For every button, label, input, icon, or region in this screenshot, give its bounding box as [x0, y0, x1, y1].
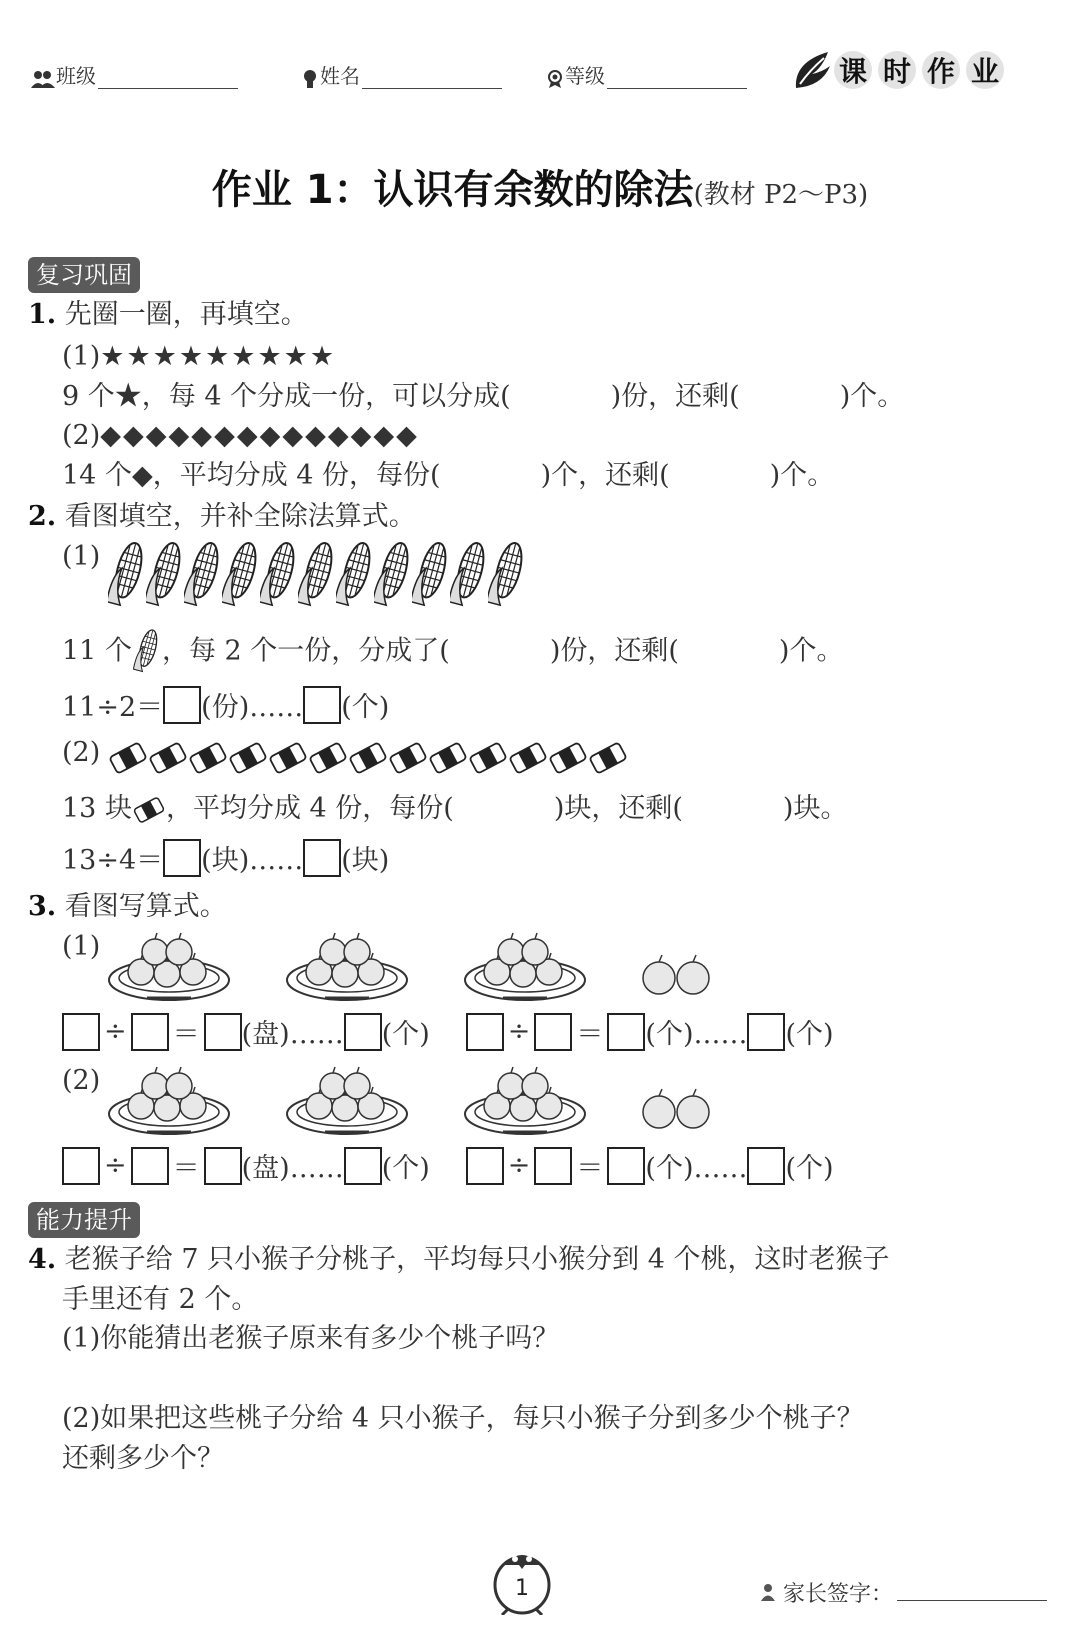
section-tag-ability: 能力提升	[28, 1202, 140, 1238]
corn-icon	[146, 540, 184, 612]
apple	[677, 1096, 709, 1128]
apple	[142, 1073, 168, 1099]
q2-stem-text: 看图填空，并补全除法算式。	[64, 501, 416, 532]
parent-signature	[760, 1577, 1047, 1608]
q1-p2-text	[62, 459, 834, 493]
q2-p2-eq-b: (块)……	[201, 845, 304, 876]
q1-p2-label: (2)	[62, 420, 101, 451]
q1-stem-text: 先圈一圈，再填空。	[64, 299, 308, 330]
answer-box[interactable]	[534, 1147, 572, 1185]
eraser-icon	[308, 738, 348, 778]
answer-box[interactable]	[204, 1147, 242, 1185]
answer-box[interactable]	[163, 686, 201, 724]
q1-number: 1.	[28, 299, 57, 330]
grade-label: 等级	[565, 64, 605, 88]
eraser-icon	[508, 738, 548, 778]
q2-p1-text-a: 11 个	[62, 635, 132, 667]
apple	[344, 1073, 370, 1099]
q2-p1-text-c: )份，还剩(	[549, 635, 679, 667]
parent-sign-blank[interactable]	[897, 1582, 1047, 1601]
answer-box[interactable]	[466, 1147, 504, 1185]
answer-box[interactable]	[344, 1013, 382, 1051]
plate-of-apples	[461, 928, 589, 1004]
apple	[677, 962, 709, 994]
eraser-icon	[428, 738, 468, 778]
person-icon	[760, 1583, 776, 1601]
apple	[643, 1096, 675, 1128]
q3-stem-text: 看图写算式。	[64, 891, 227, 922]
q2-p2-eq-a: 13÷4＝	[62, 845, 164, 876]
answer-box[interactable]	[204, 1013, 242, 1051]
plate-of-apples	[105, 928, 233, 1004]
q2-p1-eq-a: 11÷2＝	[62, 692, 164, 723]
apple	[166, 939, 192, 965]
brand-char: 时	[878, 51, 916, 89]
q2-p2-text-d: )块。	[782, 793, 848, 824]
divide-sign: ÷	[507, 1150, 531, 1181]
class-label: 班级	[56, 64, 96, 88]
answer-box[interactable]	[303, 839, 341, 877]
unit-each: (个)	[381, 1153, 430, 1184]
answer-box[interactable]	[534, 1013, 572, 1051]
corn-icon	[488, 540, 526, 612]
section-tag-review: 复习巩固	[28, 257, 140, 293]
class-blank[interactable]	[98, 70, 238, 89]
q1-p2-diamonds	[62, 419, 419, 453]
corn-icon	[374, 540, 412, 612]
answer-box[interactable]	[607, 1013, 645, 1051]
apple	[522, 939, 548, 965]
q3-stem	[28, 890, 227, 924]
q4-p2-line2: 还剩多少个？	[62, 1443, 224, 1474]
q2-p1-eq-b: (份)……	[201, 692, 304, 723]
medal-icon	[545, 69, 565, 89]
corn-icon	[336, 540, 374, 612]
name-field	[300, 60, 502, 89]
brand-char: 课	[834, 51, 872, 89]
q3-p2-label: (2)	[62, 1065, 101, 1096]
unit-each-end: (个)	[785, 1153, 834, 1184]
diamond-row: ◆◆◆◆◆◆◆◆◆◆◆◆◆◆	[100, 420, 419, 451]
answer-box[interactable]	[303, 686, 341, 724]
q4-stem-line2: 手里还有 2 个。	[62, 1284, 259, 1315]
eraser-icon	[588, 738, 628, 778]
unit-each-dots: (个)……	[645, 1019, 748, 1050]
q2-p1-label: (1)	[62, 541, 101, 572]
name-blank[interactable]	[362, 70, 502, 89]
answer-box[interactable]	[131, 1013, 169, 1051]
name-label: 姓名	[320, 64, 360, 88]
q1-p1-stars	[62, 340, 336, 374]
eraser-icon	[468, 738, 508, 778]
answer-box[interactable]	[466, 1013, 504, 1051]
q1-p2-text-b: )个，还剩(	[540, 460, 670, 491]
q2-p2-eq-c: (块)	[341, 845, 390, 876]
q1-p2-text-a: 14 个◆，平均分成 4 份，每份(	[62, 460, 441, 491]
page-number-badge	[490, 1545, 554, 1619]
leaf-icon	[792, 48, 834, 92]
q2-p2-equation	[62, 838, 389, 877]
q2-p1-eq-c: (个)	[341, 692, 390, 723]
unit-each: (个)	[381, 1019, 430, 1050]
answer-box[interactable]	[607, 1147, 645, 1185]
q4-p1: (1)你能猜出老猴子原来有多少个桃子吗？	[62, 1323, 560, 1354]
q3-p1-label: (1)	[62, 931, 101, 962]
eraser-icon	[132, 795, 166, 825]
brand-char: 作	[922, 51, 960, 89]
plate-of-apples	[105, 1062, 233, 1138]
corn-icon	[132, 628, 162, 676]
unit-plate: (盘)……	[241, 1019, 344, 1050]
divide-sign: ÷	[104, 1150, 127, 1181]
eraser-icon	[388, 738, 428, 778]
brand-char: 业	[966, 51, 1004, 89]
corn-icon	[260, 540, 298, 612]
title-main: 作业 1：认识有余数的除法	[211, 167, 694, 213]
penguin-icon	[490, 1545, 554, 1615]
equals-sign: ＝	[576, 1153, 604, 1184]
corn-icon	[298, 540, 336, 612]
people-icon	[30, 69, 56, 89]
grade-blank[interactable]	[607, 70, 747, 89]
q2-p1-text	[62, 628, 843, 676]
q2-p1-equation	[62, 685, 389, 724]
q4-number: 4.	[28, 1244, 57, 1275]
class-field	[30, 60, 238, 89]
q2-p2-text	[62, 792, 847, 826]
apple	[498, 939, 524, 965]
unit-each-end: (个)	[785, 1019, 834, 1050]
q4-stem-line1: 老猴子给 7 只小猴子分桃子，平均每只小猴分到 4 个桃，这时老猴子	[64, 1244, 890, 1275]
plate-of-apples	[461, 1062, 589, 1138]
apple	[166, 1073, 192, 1099]
equals-sign: ＝	[576, 1019, 604, 1050]
brand-logo	[792, 48, 1004, 92]
eraser-icon	[188, 738, 228, 778]
q1-p1-text-c: )个。	[839, 381, 905, 412]
answer-box[interactable]	[163, 839, 201, 877]
answer-box[interactable]	[131, 1147, 169, 1185]
apple	[522, 1073, 548, 1099]
answer-box[interactable]	[62, 1147, 100, 1185]
q1-p2-text-c: )个。	[769, 460, 835, 491]
plate-of-apples	[283, 1062, 411, 1138]
grade-field	[545, 60, 747, 89]
corn-icon	[450, 540, 488, 612]
answer-box[interactable]	[747, 1013, 785, 1051]
q2-p1-text-d: )个。	[778, 635, 844, 667]
q1-stem	[28, 298, 308, 332]
equals-sign: ＝	[172, 1153, 200, 1184]
eraser-icon	[548, 738, 588, 778]
unit-each-dots: (个)……	[645, 1153, 748, 1184]
plates-row	[105, 928, 713, 1004]
apple	[344, 939, 370, 965]
q2-p2-text-a: 13 块	[62, 793, 132, 824]
corn-icon	[412, 540, 450, 612]
divide-sign: ÷	[507, 1016, 531, 1047]
divide-sign: ÷	[104, 1016, 127, 1047]
corn-icon	[222, 540, 260, 612]
q1-p1-text	[62, 380, 904, 414]
eraser-icon	[228, 738, 268, 778]
q2-p2-text-b: ，平均分成 4 份，每份(	[165, 793, 454, 824]
eraser-row	[108, 738, 628, 778]
plates-row	[105, 1062, 713, 1138]
title-sub: (教材 P2～P3)	[693, 180, 869, 210]
plate-of-apples	[283, 928, 411, 1004]
corn-row	[108, 540, 526, 612]
apple	[320, 939, 346, 965]
q1-p1-text-b: )份，还剩(	[610, 381, 740, 412]
q2-stem	[28, 500, 416, 534]
apple	[142, 939, 168, 965]
q1-p1-label: (1)	[62, 341, 101, 372]
eraser-icon	[268, 738, 308, 778]
q3-number: 3.	[28, 891, 57, 922]
equals-sign: ＝	[172, 1019, 200, 1050]
answer-box[interactable]	[62, 1013, 100, 1051]
q3-p1-equations	[62, 1012, 834, 1051]
apple	[498, 1073, 524, 1099]
unit-plate: (盘)……	[241, 1153, 344, 1184]
page-number: 1	[515, 1576, 529, 1601]
page-title	[0, 158, 1080, 215]
eraser-icon	[348, 738, 388, 778]
q2-number: 2.	[28, 501, 57, 532]
leftover-apples	[639, 928, 713, 1004]
eraser-icon	[108, 738, 148, 778]
answer-box[interactable]	[344, 1147, 382, 1185]
answer-box[interactable]	[747, 1147, 785, 1185]
q4-stem	[28, 1243, 889, 1277]
q2-p2-text-c: )块，还剩(	[553, 793, 683, 824]
apple	[320, 1073, 346, 1099]
apple	[643, 962, 675, 994]
q3-p2-equations	[62, 1146, 834, 1185]
person-icon	[300, 69, 320, 89]
q2-p1-text-b: ，每 2 个一份，分成了(	[161, 635, 450, 667]
eraser-icon	[148, 738, 188, 778]
leftover-apples	[639, 1062, 713, 1138]
q2-p2-label: (2)	[62, 737, 101, 768]
star-row: ★★★★★★★★★	[100, 341, 337, 372]
q1-p1-text-a: 9 个★，每 4 个分成一份，可以分成(	[62, 381, 511, 412]
parent-sign-label: 家长签字：	[783, 1582, 894, 1607]
corn-icon	[108, 540, 146, 612]
q4-p2-line1: (2)如果把这些桃子分给 4 只小猴子，每只小猴子分到多少个桃子？	[62, 1403, 864, 1434]
corn-icon	[184, 540, 222, 612]
